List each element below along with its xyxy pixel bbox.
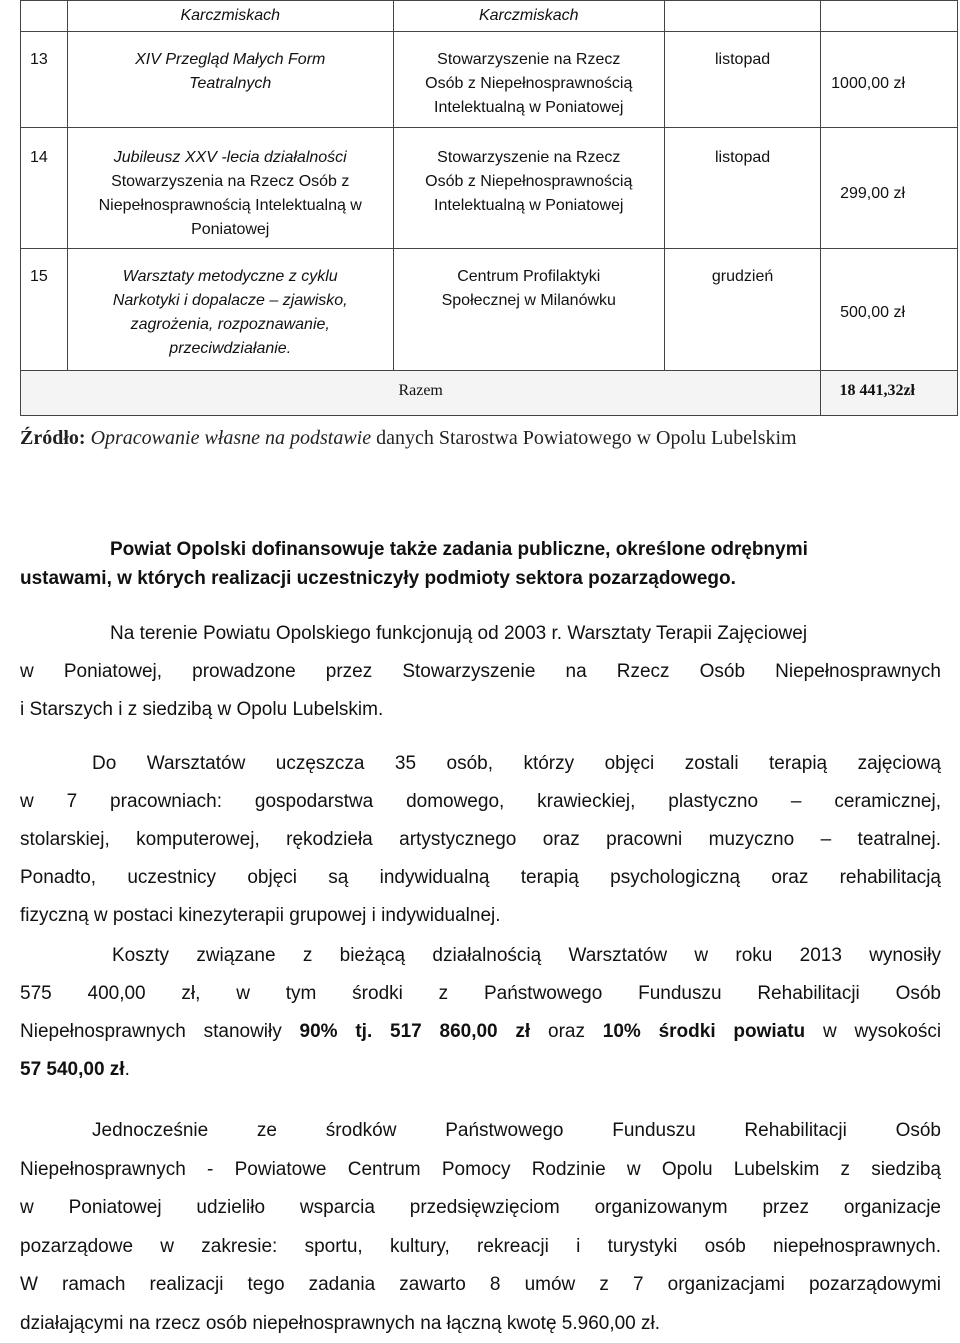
grants-table	[20, 0, 958, 416]
paragraph-bold: Powiat Opolski dofinansowuje także zadania publiczne, określone odrębnymi ustawami, w których realizacji uczestniczyły podmioty sektora pozarządowego.	[20, 539, 808, 589]
organizer: Stowarzyszenie na Rzecz Osób z Niepełnosprawnością Intelektualną w Poniatowej	[393, 128, 664, 249]
row-number: 13	[21, 32, 68, 128]
table-row-total	[21, 371, 958, 416]
total-value: 18 441,32zł	[821, 371, 958, 416]
row-number: 15	[21, 249, 68, 371]
organizer: Centrum Profilaktyki Społecznej w Milanówku	[393, 249, 664, 371]
event-title: XIV Przegląd Małych Form Teatralnych	[67, 32, 393, 128]
row-number: 14	[21, 128, 68, 249]
cell-location: Karczmiskach	[67, 1, 393, 32]
table-row	[21, 128, 958, 249]
amount: 500,00 zł	[821, 249, 958, 371]
paragraph: Koszty związane z bieżącą działalnością Warsztatów w roku 2013 wynosiły 575 400,00 zł, w tym środki z Państwowego Funduszu Rehabilitacji Osób Niepełnosprawnych stanowiły 90% tj. 517 860,00 zł oraz 10% środki powiatu w wysokości 57 540,00 zł.	[20, 945, 942, 1080]
month: listopad	[664, 32, 821, 128]
table-row	[21, 249, 958, 371]
paragraph: Do Warsztatów uczęszcza 35 osób, którzy objęci zostali terapią zajęciową w 7 pracowniach: gospodarstwa domowego, krawieckiej, plastyczno – ceramicznej, stolarskiej, komputerowej, rękodzieła artystycznego oraz pracowni muzyczno – teatralnej. Ponadto, uczestnicy objęci są indywidualną terapią psychologiczną oraz rehabilitacją fizyczną w postaci kinezyterapii grupowej i indywidualnej.	[20, 753, 941, 926]
paragraph: Na terenie Powiatu Opolskiego funkcjonują od 2003 r. Warsztaty Terapii Zajęciowej w Poniatowej, prowadzone przez Stowarzyszenie na Rzecz Osób Niepełnosprawnych i Starszych i z siedzibą w Opolu Lubelskim.	[20, 623, 941, 720]
amount: 299,00 zł	[821, 128, 958, 249]
cell-location: Karczmiskach	[393, 1, 664, 32]
event-title: Warsztaty metodyczne z cyklu Narkotyki i dopalacze – zjawisko, zagrożenia, rozpoznawanie, przeciwdziałanie.	[67, 249, 393, 371]
source-note: Źródło: Opracowanie własne na podstawie danych Starostwa Powiatowego w Opolu Lubelskim	[20, 427, 797, 449]
table-row	[21, 32, 958, 128]
table-row-header	[21, 1, 958, 32]
amount: 1000,00 zł	[821, 32, 958, 128]
paragraph: Jednocześnie ze środków Państwowego Funduszu Rehabilitacji Osób Niepełnosprawnych - Powiatowe Centrum Pomocy Rodzinie w Opolu Lubelskim z siedzibą w Poniatowej udzieliło wsparcia przedsięwzięciom organizowanym przez organizacje pozarządowe w zakresie: sportu, kultury, rekreacji i turystyki osób niepełnosprawnych. W ramach realizacji tego zadania zawarto 8 umów z 7 organizacjami pozarządowymi działającymi na rzecz osób niepełnosprawnych na łączną kwotę 5.960,00 zł.	[20, 1120, 941, 1334]
event-title: Jubileusz XXV -lecia działalności Stowarzyszenia na Rzecz Osób z Niepełnosprawnością Intelektualną w Poniatowej	[67, 128, 393, 249]
organizer: Stowarzyszenie na Rzecz Osób z Niepełnosprawnością Intelektualną w Poniatowej	[393, 32, 664, 128]
month: grudzień	[664, 249, 821, 371]
month: listopad	[664, 128, 821, 249]
total-label: Razem	[21, 371, 821, 416]
